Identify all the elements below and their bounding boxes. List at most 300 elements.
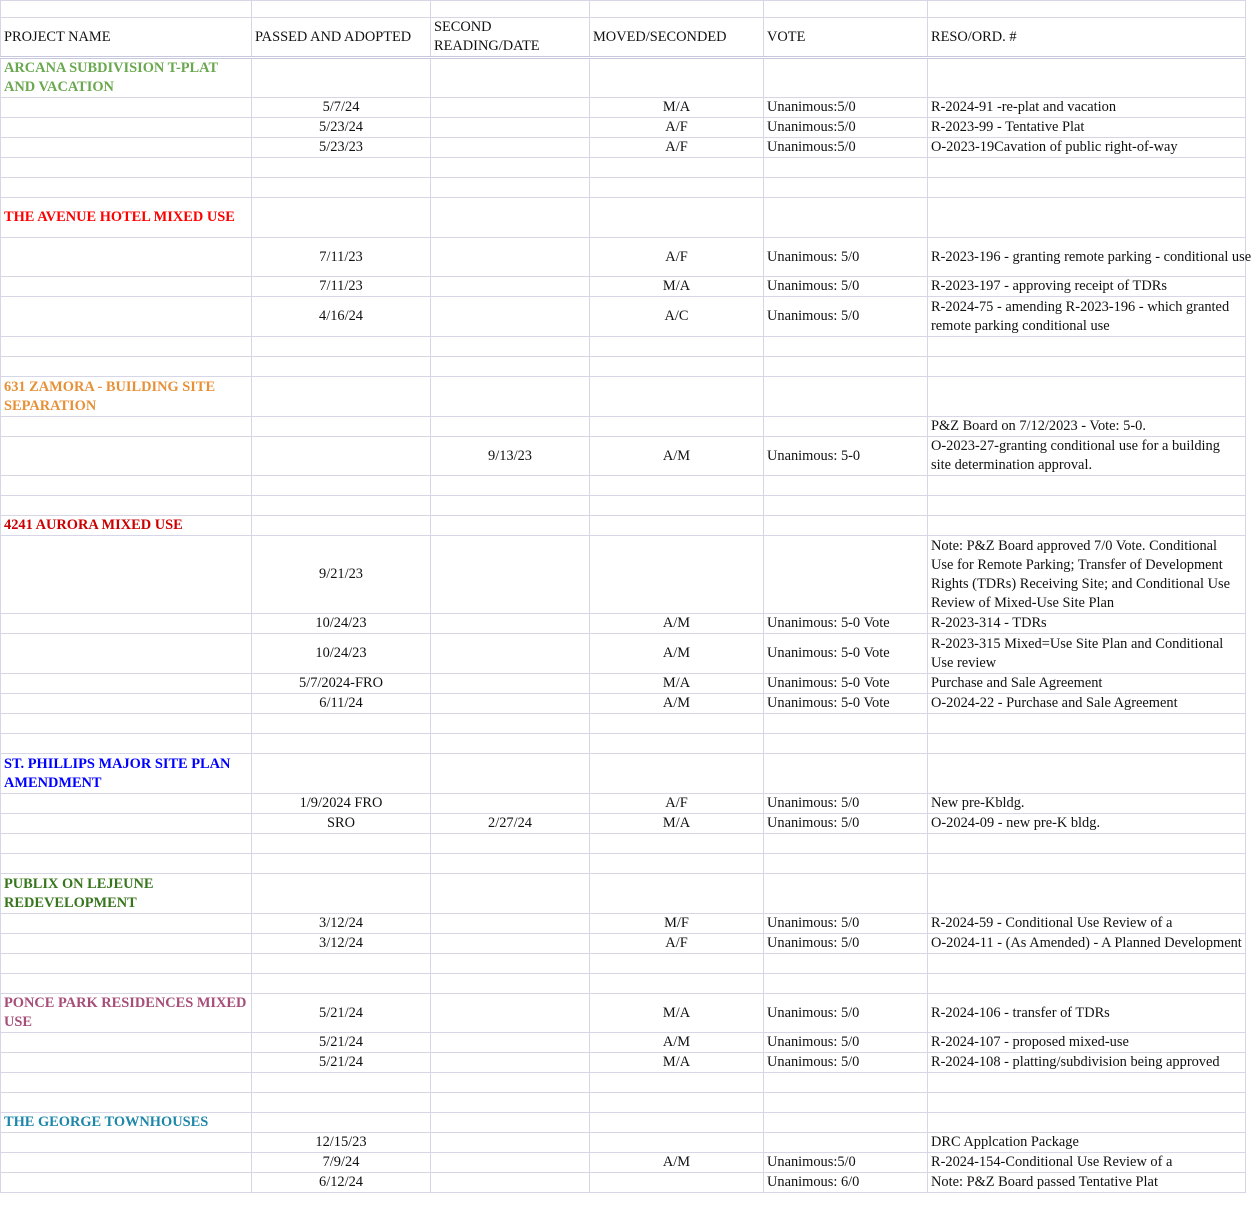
vote-cell[interactable]: Unanimous: 5-0 Vote xyxy=(764,694,928,714)
table-row xyxy=(1,138,1246,158)
second-reading-cell[interactable] xyxy=(431,794,590,814)
moved-seconded-cell[interactable] xyxy=(590,1173,764,1193)
moved-seconded-cell[interactable] xyxy=(590,178,764,198)
vote-cell[interactable] xyxy=(764,198,928,238)
blank-row xyxy=(1,714,1246,734)
reso-ord-cell[interactable]: R-2024-107 - proposed mixed-use xyxy=(928,1033,1246,1053)
vote-cell[interactable] xyxy=(764,1113,928,1133)
second-reading-cell[interactable] xyxy=(431,754,590,794)
moved-seconded-cell[interactable]: A/M xyxy=(590,614,764,634)
reso-ord-cell[interactable]: O-2024-22 - Purchase and Sale Agreement xyxy=(928,694,1246,714)
project-row xyxy=(1,377,1246,417)
second-reading-cell[interactable] xyxy=(431,1173,590,1193)
table-row xyxy=(1,934,1246,954)
reso-ord-cell[interactable] xyxy=(928,1073,1246,1093)
reso-ord-cell[interactable] xyxy=(928,754,1246,794)
second-reading-cell[interactable] xyxy=(431,1153,590,1173)
second-reading-cell[interactable] xyxy=(431,417,590,437)
moved-seconded-cell[interactable] xyxy=(590,357,764,377)
vote-cell[interactable]: Unanimous: 5/0 xyxy=(764,794,928,814)
reso-ord-cell[interactable] xyxy=(928,357,1246,377)
second-reading-cell[interactable] xyxy=(431,357,590,377)
second-reading-cell[interactable] xyxy=(431,138,590,158)
passed-adopted-cell[interactable]: 6/12/24 xyxy=(252,1173,431,1193)
moved-seconded-cell[interactable] xyxy=(590,1093,764,1113)
reso-ord-cell[interactable]: O-2024-09 - new pre-K bldg. xyxy=(928,814,1246,834)
passed-adopted-cell[interactable] xyxy=(252,834,431,854)
second-reading-cell[interactable] xyxy=(431,58,590,98)
passed-adopted-cell[interactable]: 7/9/24 xyxy=(252,1153,431,1173)
vote-cell[interactable]: Unanimous: 5-0 Vote xyxy=(764,634,928,674)
passed-adopted-cell[interactable] xyxy=(252,1073,431,1093)
passed-adopted-cell[interactable]: 5/23/24 xyxy=(252,118,431,138)
project-name-cell[interactable] xyxy=(1,437,252,476)
second-reading-cell[interactable] xyxy=(431,834,590,854)
reso-ord-cell[interactable] xyxy=(928,874,1246,914)
reso-ord-cell[interactable]: R-2024-154-Conditional Use Review of a xyxy=(928,1153,1246,1173)
reso-ord-cell[interactable] xyxy=(928,954,1246,974)
header-passed-adopted[interactable]: PASSED AND ADOPTED xyxy=(252,18,431,58)
moved-seconded-cell[interactable] xyxy=(590,58,764,98)
project-name-cell[interactable] xyxy=(1,238,252,277)
second-reading-cell[interactable] xyxy=(431,974,590,994)
vote-cell[interactable] xyxy=(764,516,928,536)
reso-ord-cell[interactable] xyxy=(928,158,1246,178)
project-row xyxy=(1,58,1246,98)
vote-cell[interactable]: Unanimous: 6/0 xyxy=(764,1173,928,1193)
second-reading-cell[interactable] xyxy=(431,118,590,138)
reso-ord-cell[interactable] xyxy=(928,974,1246,994)
project-name-cell[interactable]: THE AVENUE HOTEL MIXED USE xyxy=(1,198,252,238)
reso-ord-cell[interactable] xyxy=(928,714,1246,734)
vote-cell[interactable] xyxy=(764,357,928,377)
passed-adopted-cell[interactable]: 3/12/24 xyxy=(252,934,431,954)
passed-adopted-cell[interactable] xyxy=(252,516,431,536)
project-name-cell[interactable] xyxy=(1,1093,252,1113)
vote-cell[interactable] xyxy=(764,337,928,357)
table-row xyxy=(1,674,1246,694)
passed-adopted-cell[interactable]: 5/21/24 xyxy=(252,994,431,1033)
reso-ord-cell[interactable]: DRC Applcation Package xyxy=(928,1133,1246,1153)
project-name-cell[interactable] xyxy=(1,1153,252,1173)
second-reading-cell[interactable] xyxy=(431,934,590,954)
second-reading-cell[interactable] xyxy=(431,238,590,277)
reso-ord-cell[interactable]: R-2023-315 Mixed=Use Site Plan and Conditional Use review xyxy=(928,634,1246,674)
second-reading-cell[interactable] xyxy=(431,536,590,614)
blank-row xyxy=(1,974,1246,994)
moved-seconded-cell[interactable] xyxy=(590,854,764,874)
vote-cell[interactable] xyxy=(764,417,928,437)
second-reading-cell[interactable] xyxy=(431,297,590,337)
vote-cell[interactable]: Unanimous: 5/0 xyxy=(764,277,928,297)
vote-cell[interactable]: Unanimous: 5/0 xyxy=(764,914,928,934)
vote-cell[interactable]: Unanimous:5/0 xyxy=(764,98,928,118)
second-reading-cell[interactable] xyxy=(431,694,590,714)
moved-seconded-cell[interactable] xyxy=(590,734,764,754)
reso-ord-cell[interactable] xyxy=(928,496,1246,516)
project-name-cell[interactable] xyxy=(1,178,252,198)
second-reading-cell[interactable] xyxy=(431,1113,590,1133)
moved-seconded-cell[interactable] xyxy=(590,158,764,178)
reso-ord-cell[interactable] xyxy=(928,337,1246,357)
vote-cell[interactable] xyxy=(764,754,928,794)
reso-ord-cell[interactable]: Purchase and Sale Agreement xyxy=(928,674,1246,694)
project-name-cell[interactable] xyxy=(1,794,252,814)
project-name-cell[interactable]: PONCE PARK RESIDENCES MIXED USE xyxy=(1,994,252,1033)
passed-adopted-cell[interactable]: 12/15/23 xyxy=(252,1133,431,1153)
project-name-cell[interactable] xyxy=(1,814,252,834)
passed-adopted-cell[interactable]: 5/23/23 xyxy=(252,138,431,158)
table-row xyxy=(1,437,1246,476)
project-name-cell[interactable] xyxy=(1,337,252,357)
project-name-cell[interactable] xyxy=(1,357,252,377)
blank-row xyxy=(1,337,1246,357)
passed-adopted-cell[interactable]: 9/21/23 xyxy=(252,536,431,614)
project-name-cell[interactable] xyxy=(1,734,252,754)
vote-cell[interactable]: Unanimous: 5/0 xyxy=(764,1033,928,1053)
reso-ord-cell[interactable] xyxy=(928,854,1246,874)
second-reading-cell[interactable] xyxy=(431,1073,590,1093)
project-name-cell[interactable] xyxy=(1,158,252,178)
project-name-cell[interactable] xyxy=(1,694,252,714)
vote-cell[interactable] xyxy=(764,734,928,754)
blank-row xyxy=(1,1073,1246,1093)
second-reading-cell[interactable] xyxy=(431,198,590,238)
project-name-cell[interactable] xyxy=(1,98,252,118)
moved-seconded-cell[interactable]: A/F xyxy=(590,138,764,158)
moved-seconded-cell[interactable] xyxy=(590,1133,764,1153)
vote-cell[interactable]: Unanimous: 5/0 xyxy=(764,934,928,954)
passed-adopted-cell[interactable]: 7/11/23 xyxy=(252,238,431,277)
passed-adopted-cell[interactable] xyxy=(252,1113,431,1133)
project-name-cell[interactable] xyxy=(1,634,252,674)
reso-ord-cell[interactable] xyxy=(928,476,1246,496)
reso-ord-cell[interactable]: O-2023-27-granting conditional use for a building site determination approval. xyxy=(928,437,1246,476)
project-name-cell[interactable] xyxy=(1,674,252,694)
project-name-cell[interactable] xyxy=(1,914,252,934)
moved-seconded-cell[interactable]: A/M xyxy=(590,1033,764,1053)
table-row xyxy=(1,1133,1246,1153)
project-name-cell[interactable]: ST. PHILLIPS MAJOR SITE PLAN AMENDMENT xyxy=(1,754,252,794)
vote-cell[interactable]: Unanimous: 5-0 Vote xyxy=(764,674,928,694)
project-name-cell[interactable]: THE GEORGE TOWNHOUSES xyxy=(1,1113,252,1133)
vote-cell[interactable] xyxy=(764,496,928,516)
moved-seconded-cell[interactable] xyxy=(590,834,764,854)
passed-adopted-cell[interactable] xyxy=(252,874,431,914)
moved-seconded-cell[interactable] xyxy=(590,516,764,536)
second-reading-cell[interactable] xyxy=(431,614,590,634)
reso-ord-cell[interactable]: O-2023-19Cavation of public right-of-way xyxy=(928,138,1246,158)
reso-ord-cell[interactable] xyxy=(928,377,1246,417)
passed-adopted-cell[interactable] xyxy=(252,496,431,516)
passed-adopted-cell[interactable]: 5/21/24 xyxy=(252,1033,431,1053)
project-name-cell[interactable] xyxy=(1,1173,252,1193)
passed-adopted-cell[interactable] xyxy=(252,754,431,794)
second-reading-cell[interactable] xyxy=(431,1133,590,1153)
vote-cell[interactable]: Unanimous:5/0 xyxy=(764,1153,928,1173)
project-name-cell[interactable] xyxy=(1,834,252,854)
blank-row xyxy=(1,178,1246,198)
header-moved-seconded[interactable]: MOVED/SECONDED xyxy=(590,18,764,58)
vote-cell[interactable]: Unanimous: 5/0 xyxy=(764,238,928,277)
second-reading-cell[interactable] xyxy=(431,377,590,417)
reso-ord-cell[interactable]: R-2023-314 - TDRs xyxy=(928,614,1246,634)
reso-ord-cell[interactable]: R-2024-75 - amending R-2023-196 - which granted remote parking conditional use xyxy=(928,297,1246,337)
reso-ord-cell[interactable]: Note: P&Z Board approved 7/0 Vote. Conditional Use for Remote Parking; Transfer of Development Rights (TDRs) Receiving Site; and Conditional Use Review of Mixed-Use Site Plan xyxy=(928,536,1246,614)
project-row xyxy=(1,198,1246,238)
moved-seconded-cell[interactable] xyxy=(590,874,764,914)
project-name-cell[interactable]: 631 ZAMORA - BUILDING SITE SEPARATION xyxy=(1,377,252,417)
moved-seconded-cell[interactable] xyxy=(590,476,764,496)
passed-adopted-cell[interactable]: 6/11/24 xyxy=(252,694,431,714)
blank-row xyxy=(1,357,1246,377)
vote-cell[interactable]: Unanimous: 5/0 xyxy=(764,814,928,834)
vote-cell[interactable] xyxy=(764,1073,928,1093)
project-name-cell[interactable] xyxy=(1,714,252,734)
moved-seconded-cell[interactable]: M/A xyxy=(590,674,764,694)
moved-seconded-cell[interactable]: M/F xyxy=(590,914,764,934)
passed-adopted-cell[interactable] xyxy=(252,714,431,734)
moved-seconded-cell[interactable] xyxy=(590,198,764,238)
blank-row xyxy=(1,834,1246,854)
second-reading-cell[interactable] xyxy=(431,1053,590,1073)
second-reading-cell[interactable] xyxy=(431,634,590,674)
second-reading-cell[interactable] xyxy=(431,714,590,734)
vote-cell[interactable] xyxy=(764,954,928,974)
second-reading-cell[interactable] xyxy=(431,1093,590,1113)
second-reading-cell[interactable] xyxy=(431,337,590,357)
moved-seconded-cell[interactable]: M/A xyxy=(590,1053,764,1073)
second-reading-cell[interactable] xyxy=(431,994,590,1033)
second-reading-cell[interactable] xyxy=(431,1033,590,1053)
moved-seconded-cell[interactable] xyxy=(590,754,764,794)
moved-seconded-cell[interactable]: A/F xyxy=(590,794,764,814)
project-name-cell[interactable] xyxy=(1,954,252,974)
table-row xyxy=(1,297,1246,337)
moved-seconded-cell[interactable]: M/A xyxy=(590,98,764,118)
reso-ord-cell[interactable]: Note: P&Z Board passed Tentative Plat xyxy=(928,1173,1246,1193)
passed-adopted-cell[interactable] xyxy=(252,476,431,496)
project-name-cell[interactable] xyxy=(1,1073,252,1093)
project-name-cell[interactable] xyxy=(1,297,252,337)
vote-cell[interactable]: Unanimous: 5/0 xyxy=(764,994,928,1033)
passed-adopted-cell[interactable] xyxy=(252,954,431,974)
passed-adopted-cell[interactable] xyxy=(252,1093,431,1113)
passed-adopted-cell[interactable] xyxy=(252,337,431,357)
reso-ord-cell[interactable] xyxy=(928,198,1246,238)
vote-cell[interactable] xyxy=(764,158,928,178)
vote-cell[interactable] xyxy=(764,58,928,98)
moved-seconded-cell[interactable] xyxy=(590,1073,764,1093)
vote-cell[interactable] xyxy=(764,974,928,994)
second-reading-cell[interactable] xyxy=(431,178,590,198)
blank-row xyxy=(1,734,1246,754)
passed-adopted-cell[interactable] xyxy=(252,854,431,874)
project-name-cell[interactable] xyxy=(1,854,252,874)
vote-cell[interactable] xyxy=(764,377,928,417)
reso-ord-cell[interactable] xyxy=(928,1093,1246,1113)
moved-seconded-cell[interactable]: M/A xyxy=(590,814,764,834)
second-reading-cell[interactable] xyxy=(431,734,590,754)
vote-cell[interactable] xyxy=(764,1093,928,1113)
project-name-cell[interactable] xyxy=(1,118,252,138)
vote-cell[interactable]: Unanimous: 5-0 Vote xyxy=(764,614,928,634)
reso-ord-cell[interactable]: R-2023-99 - Tentative Plat xyxy=(928,118,1246,138)
moved-seconded-cell[interactable]: M/A xyxy=(590,277,764,297)
reso-ord-cell[interactable] xyxy=(928,178,1246,198)
vote-cell[interactable] xyxy=(764,834,928,854)
second-reading-cell[interactable] xyxy=(431,954,590,974)
moved-seconded-cell[interactable]: A/F xyxy=(590,118,764,138)
moved-seconded-cell[interactable] xyxy=(590,417,764,437)
second-reading-cell[interactable] xyxy=(431,516,590,536)
reso-ord-cell[interactable] xyxy=(928,516,1246,536)
passed-adopted-cell[interactable] xyxy=(252,158,431,178)
passed-adopted-cell[interactable]: 4/16/24 xyxy=(252,297,431,337)
second-reading-cell[interactable] xyxy=(431,158,590,178)
header-second-reading[interactable]: SECOND READING/DATE xyxy=(431,18,590,58)
second-reading-cell[interactable] xyxy=(431,277,590,297)
reso-ord-cell[interactable]: R-2024-59 - Conditional Use Review of a xyxy=(928,914,1246,934)
moved-seconded-cell[interactable] xyxy=(590,954,764,974)
moved-seconded-cell[interactable] xyxy=(590,1113,764,1133)
passed-adopted-cell[interactable] xyxy=(252,357,431,377)
passed-adopted-cell[interactable]: 5/7/2024-FRO xyxy=(252,674,431,694)
moved-seconded-cell[interactable] xyxy=(590,337,764,357)
header-row xyxy=(1,18,1246,58)
project-name-cell[interactable] xyxy=(1,476,252,496)
vote-cell[interactable]: Unanimous: 5/0 xyxy=(764,297,928,337)
moved-seconded-cell[interactable] xyxy=(590,714,764,734)
vote-cell[interactable] xyxy=(764,714,928,734)
project-row xyxy=(1,874,1246,914)
vote-cell[interactable] xyxy=(764,476,928,496)
project-row xyxy=(1,994,1246,1033)
passed-adopted-cell[interactable]: 7/11/23 xyxy=(252,277,431,297)
table-row xyxy=(1,614,1246,634)
moved-seconded-cell[interactable]: A/C xyxy=(590,297,764,337)
reso-ord-cell[interactable]: New pre-Kbldg. xyxy=(928,794,1246,814)
moved-seconded-cell[interactable]: A/M xyxy=(590,634,764,674)
project-name-cell[interactable] xyxy=(1,417,252,437)
header-reso-ord[interactable]: RESO/ORD. # xyxy=(928,18,1246,58)
vote-cell[interactable] xyxy=(764,854,928,874)
moved-seconded-cell[interactable]: A/F xyxy=(590,934,764,954)
passed-adopted-cell[interactable] xyxy=(252,437,431,476)
moved-seconded-cell[interactable] xyxy=(590,974,764,994)
project-name-cell[interactable] xyxy=(1,614,252,634)
project-name-cell[interactable]: ARCANA SUBDIVISION T-PLAT AND VACATION xyxy=(1,58,252,98)
moved-seconded-cell[interactable]: A/M xyxy=(590,437,764,476)
vote-cell[interactable] xyxy=(764,1133,928,1153)
second-reading-cell[interactable] xyxy=(431,874,590,914)
table-row xyxy=(1,1053,1246,1073)
passed-adopted-cell[interactable] xyxy=(252,417,431,437)
passed-adopted-cell[interactable]: SRO xyxy=(252,814,431,834)
second-reading-cell[interactable] xyxy=(431,496,590,516)
passed-adopted-cell[interactable] xyxy=(252,178,431,198)
passed-adopted-cell[interactable]: 3/12/24 xyxy=(252,914,431,934)
moved-seconded-cell[interactable] xyxy=(590,377,764,417)
project-name-cell[interactable] xyxy=(1,1133,252,1153)
passed-adopted-cell[interactable]: 1/9/2024 FRO xyxy=(252,794,431,814)
project-name-cell[interactable] xyxy=(1,277,252,297)
reso-ord-cell[interactable] xyxy=(928,834,1246,854)
table-row xyxy=(1,1153,1246,1173)
table-row xyxy=(1,277,1246,297)
reso-ord-cell[interactable]: R-2024-108 - platting/subdivision being approved xyxy=(928,1053,1246,1073)
reso-ord-cell[interactable]: O-2024-11 - (As Amended) - A Planned Development xyxy=(928,934,1246,954)
reso-ord-cell[interactable] xyxy=(928,1113,1246,1133)
header-vote[interactable]: VOTE xyxy=(764,18,928,58)
project-name-cell[interactable] xyxy=(1,1053,252,1073)
reso-ord-cell[interactable]: R-2023-197 - approving receipt of TDRs xyxy=(928,277,1246,297)
reso-ord-cell[interactable] xyxy=(928,734,1246,754)
project-name-cell[interactable] xyxy=(1,1033,252,1053)
vote-cell[interactable] xyxy=(764,178,928,198)
table-row xyxy=(1,1173,1246,1193)
passed-adopted-cell[interactable] xyxy=(252,198,431,238)
moved-seconded-cell[interactable]: A/M xyxy=(590,694,764,714)
table-row xyxy=(1,914,1246,934)
passed-adopted-cell[interactable]: 10/24/23 xyxy=(252,614,431,634)
second-reading-cell[interactable] xyxy=(431,98,590,118)
table-row xyxy=(1,417,1246,437)
header-project-name[interactable]: PROJECT NAME xyxy=(1,18,252,58)
reso-ord-cell[interactable]: R-2023-196 - granting remote parking - conditional use xyxy=(928,238,1246,277)
table-row xyxy=(1,814,1246,834)
vote-cell[interactable] xyxy=(764,874,928,914)
moved-seconded-cell[interactable] xyxy=(590,496,764,516)
passed-adopted-cell[interactable]: 5/7/24 xyxy=(252,98,431,118)
passed-adopted-cell[interactable] xyxy=(252,974,431,994)
vote-cell[interactable]: Unanimous:5/0 xyxy=(764,138,928,158)
moved-seconded-cell[interactable]: A/F xyxy=(590,238,764,277)
project-name-cell[interactable] xyxy=(1,138,252,158)
project-name-cell[interactable] xyxy=(1,934,252,954)
passed-adopted-cell[interactable]: 5/21/24 xyxy=(252,1053,431,1073)
second-reading-cell[interactable] xyxy=(431,674,590,694)
passed-adopted-cell[interactable] xyxy=(252,377,431,417)
moved-seconded-cell[interactable]: M/A xyxy=(590,994,764,1033)
second-reading-cell[interactable]: 9/13/23 xyxy=(431,437,590,476)
passed-adopted-cell[interactable]: 10/24/23 xyxy=(252,634,431,674)
second-reading-cell[interactable] xyxy=(431,476,590,496)
vote-cell[interactable]: Unanimous: 5-0 xyxy=(764,437,928,476)
project-name-cell[interactable] xyxy=(1,496,252,516)
second-reading-cell[interactable]: 2/27/24 xyxy=(431,814,590,834)
second-reading-cell[interactable] xyxy=(431,914,590,934)
project-name-cell[interactable] xyxy=(1,536,252,614)
project-row xyxy=(1,754,1246,794)
blank-row xyxy=(1,854,1246,874)
reso-ord-cell[interactable]: P&Z Board on 7/12/2023 - Vote: 5-0. xyxy=(928,417,1246,437)
reso-ord-cell[interactable] xyxy=(928,58,1246,98)
vote-cell[interactable] xyxy=(764,536,928,614)
reso-ord-cell[interactable]: R-2024-91 -re-plat and vacation xyxy=(928,98,1246,118)
passed-adopted-cell[interactable] xyxy=(252,734,431,754)
project-name-cell[interactable]: 4241 AURORA MIXED USE xyxy=(1,516,252,536)
project-name-cell[interactable] xyxy=(1,974,252,994)
moved-seconded-cell[interactable]: A/M xyxy=(590,1153,764,1173)
vote-cell[interactable]: Unanimous:5/0 xyxy=(764,118,928,138)
reso-ord-cell[interactable]: R-2024-106 - transfer of TDRs xyxy=(928,994,1246,1033)
moved-seconded-cell[interactable] xyxy=(590,536,764,614)
passed-adopted-cell[interactable] xyxy=(252,58,431,98)
project-name-cell[interactable]: PUBLIX ON LEJEUNE REDEVELOPMENT xyxy=(1,874,252,914)
second-reading-cell[interactable] xyxy=(431,854,590,874)
vote-cell[interactable]: Unanimous: 5/0 xyxy=(764,1053,928,1073)
